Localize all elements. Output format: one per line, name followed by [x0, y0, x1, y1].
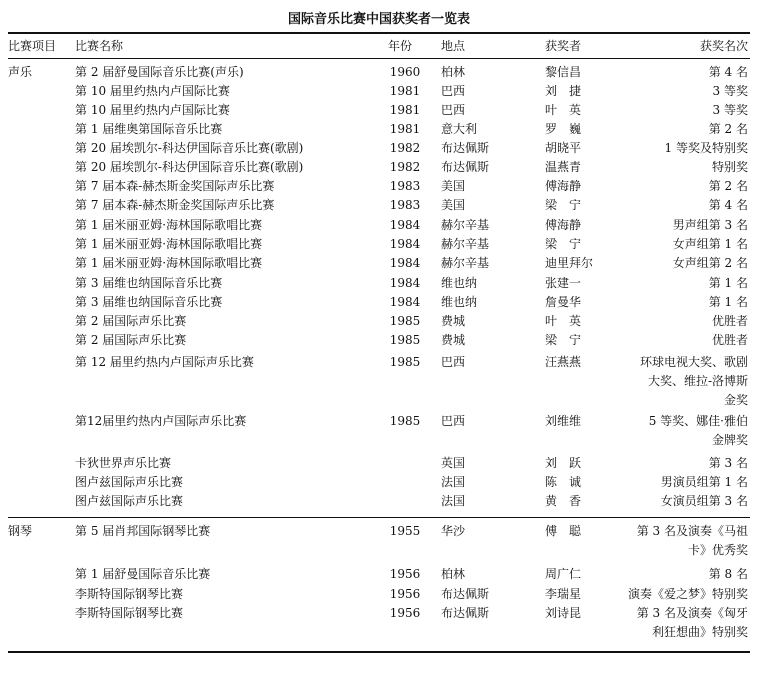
winner-name: 黄 香: [545, 494, 582, 508]
place-cell: 费城: [441, 333, 466, 347]
award-cell: 3 等奖: [712, 84, 748, 98]
winner-name: 刘维维: [545, 414, 582, 428]
winner-name: 梁 宁: [545, 237, 582, 251]
winner-name: 张建一: [545, 276, 582, 290]
competition-name: 第 3 届维也纳国际音乐比赛: [75, 276, 223, 290]
competition-name: 第 1 届米丽亚姆·海林国际歌唱比赛: [75, 218, 263, 232]
award-cell: 第 2 名: [708, 122, 748, 136]
award-cell: 演奏《爱之梦》特别奖: [627, 587, 748, 601]
winner-name: 刘 捷: [545, 84, 582, 98]
award-cell: 1 等奖及特别奖: [664, 141, 748, 155]
award-cell: 女演员组第 3 名: [660, 494, 748, 508]
header-winner: 获奖者: [545, 39, 582, 53]
winner-name: 叶 英: [545, 314, 582, 328]
header-year: 年份: [388, 39, 413, 53]
winner-name: 迪里拜尔: [545, 256, 594, 270]
place-cell: 柏林: [441, 567, 466, 581]
place-cell: 布达佩斯: [441, 141, 490, 155]
year-cell: 1981: [389, 103, 421, 117]
header-rule: [8, 58, 750, 59]
award-cell: 第 2 名: [708, 179, 748, 193]
year-cell: 1984: [389, 218, 421, 232]
year-cell: 1984: [389, 295, 421, 309]
place-cell: 美国: [441, 198, 466, 212]
category-cell: 钢琴: [8, 524, 33, 538]
year-cell: 1984: [389, 256, 421, 270]
year-cell: 1983: [389, 198, 421, 212]
competition-name: 第 1 届米丽亚姆·海林国际歌唱比赛: [75, 256, 263, 270]
award-cell: 第 1 名: [708, 295, 748, 309]
top-rule: [8, 32, 750, 34]
competition-name: 第 2 届国际声乐比赛: [75, 333, 187, 347]
competition-name: 第 10 届里约热内卢国际比赛: [75, 103, 230, 117]
header-place: 地点: [441, 39, 466, 53]
award-cell: 第 3 名: [708, 456, 748, 470]
winner-name: 周广仁: [545, 567, 582, 581]
place-cell: 维也纳: [441, 295, 478, 309]
year-cell: 1985: [389, 355, 421, 369]
competition-name: 第 1 届维奥第国际音乐比赛: [75, 122, 223, 136]
award-cell: 环球电视大奖、歌剧 大奖、维拉-洛博斯 金奖: [639, 355, 748, 407]
winner-name: 温燕青: [545, 160, 582, 174]
competition-name: 第 7 届本森-赫杰斯金奖国际声乐比赛: [75, 198, 275, 212]
competition-name: 图卢兹国际声乐比赛: [75, 475, 184, 489]
place-cell: 英国: [441, 456, 466, 470]
winner-name: 胡晓平: [545, 141, 582, 155]
competition-name: 卡狄世界声乐比赛: [75, 456, 172, 470]
winner-name: 梁 宁: [545, 333, 582, 347]
award-cell: 第 1 名: [708, 276, 748, 290]
year-cell: 1956: [389, 606, 421, 620]
winner-name: 刘 跃: [545, 456, 582, 470]
place-cell: 赫尔辛基: [441, 218, 490, 232]
award-cell: 特别奖: [711, 160, 748, 174]
competition-name: 第 2 届舒曼国际音乐比赛(声乐): [75, 65, 244, 79]
award-cell: 第 3 名及演奏《马祖 卡》优秀奖: [636, 524, 748, 557]
competition-name: 第12届里约热内卢国际声乐比赛: [75, 414, 247, 428]
competition-name: 第 2 届国际声乐比赛: [75, 314, 187, 328]
winner-name: 傅海静: [545, 218, 582, 232]
year-cell: 1984: [389, 276, 421, 290]
competition-name: 第 1 届米丽亚姆·海林国际歌唱比赛: [75, 237, 263, 251]
bottom-rule: [8, 651, 750, 653]
winner-name: 李瑞星: [545, 587, 582, 601]
place-cell: 赫尔辛基: [441, 237, 490, 251]
competition-name: 第 10 届里约热内卢国际比赛: [75, 84, 230, 98]
award-cell: 优胜者: [711, 314, 748, 328]
competition-name: 第 3 届维也纳国际音乐比赛: [75, 295, 223, 309]
award-cell: 女声组第 2 名: [672, 256, 748, 270]
place-cell: 法国: [441, 475, 466, 489]
year-cell: 1982: [389, 141, 421, 155]
year-cell: 1982: [389, 160, 421, 174]
place-cell: 巴西: [441, 414, 466, 428]
place-cell: 赫尔辛基: [441, 256, 490, 270]
year-cell: 1985: [389, 314, 421, 328]
place-cell: 维也纳: [441, 276, 478, 290]
section-divider: [8, 517, 750, 518]
year-cell: 1981: [389, 122, 421, 136]
place-cell: 巴西: [441, 84, 466, 98]
year-cell: 1956: [389, 567, 421, 581]
competition-name: 第 12 届里约热内卢国际声乐比赛: [75, 355, 254, 369]
winner-name: 罗 巍: [545, 122, 582, 136]
winner-name: 傅 聪: [545, 524, 582, 538]
winner-name: 傅海静: [545, 179, 582, 193]
competition-name: 第 20 届埃凯尔-科达伊国际音乐比赛(歌剧): [75, 141, 304, 155]
award-cell: 女声组第 1 名: [672, 237, 748, 251]
year-cell: 1981: [389, 84, 421, 98]
year-cell: 1983: [389, 179, 421, 193]
competition-name: 图卢兹国际声乐比赛: [75, 494, 184, 508]
place-cell: 巴西: [441, 103, 466, 117]
winner-name: 詹曼华: [545, 295, 582, 309]
place-cell: 布达佩斯: [441, 606, 490, 620]
table-header: [0, 37, 758, 57]
place-cell: 华沙: [441, 524, 466, 538]
year-cell: 1960: [389, 65, 421, 79]
competition-name: 第 7 届本森-赫杰斯金奖国际声乐比赛: [75, 179, 275, 193]
header-name: 比赛名称: [75, 39, 124, 53]
place-cell: 意大利: [441, 122, 478, 136]
table-title: 国际音乐比赛中国获奖者一览表: [287, 12, 470, 27]
header-category: 比赛项目: [8, 39, 57, 53]
place-cell: 布达佩斯: [441, 160, 490, 174]
award-cell: 优胜者: [711, 333, 748, 347]
competition-name: 李斯特国际钢琴比赛: [75, 587, 184, 601]
place-cell: 法国: [441, 494, 466, 508]
category-cell: 声乐: [8, 65, 33, 79]
place-cell: 费城: [441, 314, 466, 328]
year-cell: 1985: [389, 333, 421, 347]
winner-name: 陈 诚: [545, 475, 582, 489]
place-cell: 美国: [441, 179, 466, 193]
award-cell: 第 4 名: [708, 198, 748, 212]
winner-name: 黎信昌: [545, 65, 582, 79]
place-cell: 巴西: [441, 355, 466, 369]
award-cell: 5 等奖、娜佳·雅伯 金牌奖: [648, 414, 748, 447]
header-award: 获奖名次: [699, 39, 748, 53]
year-cell: 1985: [389, 414, 421, 428]
competition-name: 第 1 届舒曼国际音乐比赛: [75, 567, 211, 581]
award-cell: 第 4 名: [708, 65, 748, 79]
place-cell: 柏林: [441, 65, 466, 79]
award-cell: 第 8 名: [708, 567, 748, 581]
year-cell: 1955: [389, 524, 421, 538]
winner-name: 汪燕燕: [545, 355, 582, 369]
place-cell: 布达佩斯: [441, 587, 490, 601]
winner-name: 梁 宁: [545, 198, 582, 212]
competition-name: 第 20 届埃凯尔-科达伊国际音乐比赛(歌剧): [75, 160, 304, 174]
winner-name: 叶 英: [545, 103, 582, 117]
award-cell: 男声组第 3 名: [672, 218, 748, 232]
competition-name: 李斯特国际钢琴比赛: [75, 606, 184, 620]
year-cell: 1984: [389, 237, 421, 251]
winner-name: 刘诗昆: [545, 606, 582, 620]
award-cell: 男演员组第 1 名: [660, 475, 748, 489]
award-cell: 3 等奖: [712, 103, 748, 117]
competition-name: 第 5 届肖邦国际钢琴比赛: [75, 524, 211, 538]
award-cell: 第 3 名及演奏《匈牙 利狂想曲》特别奖: [636, 606, 748, 639]
year-cell: 1956: [389, 587, 421, 601]
